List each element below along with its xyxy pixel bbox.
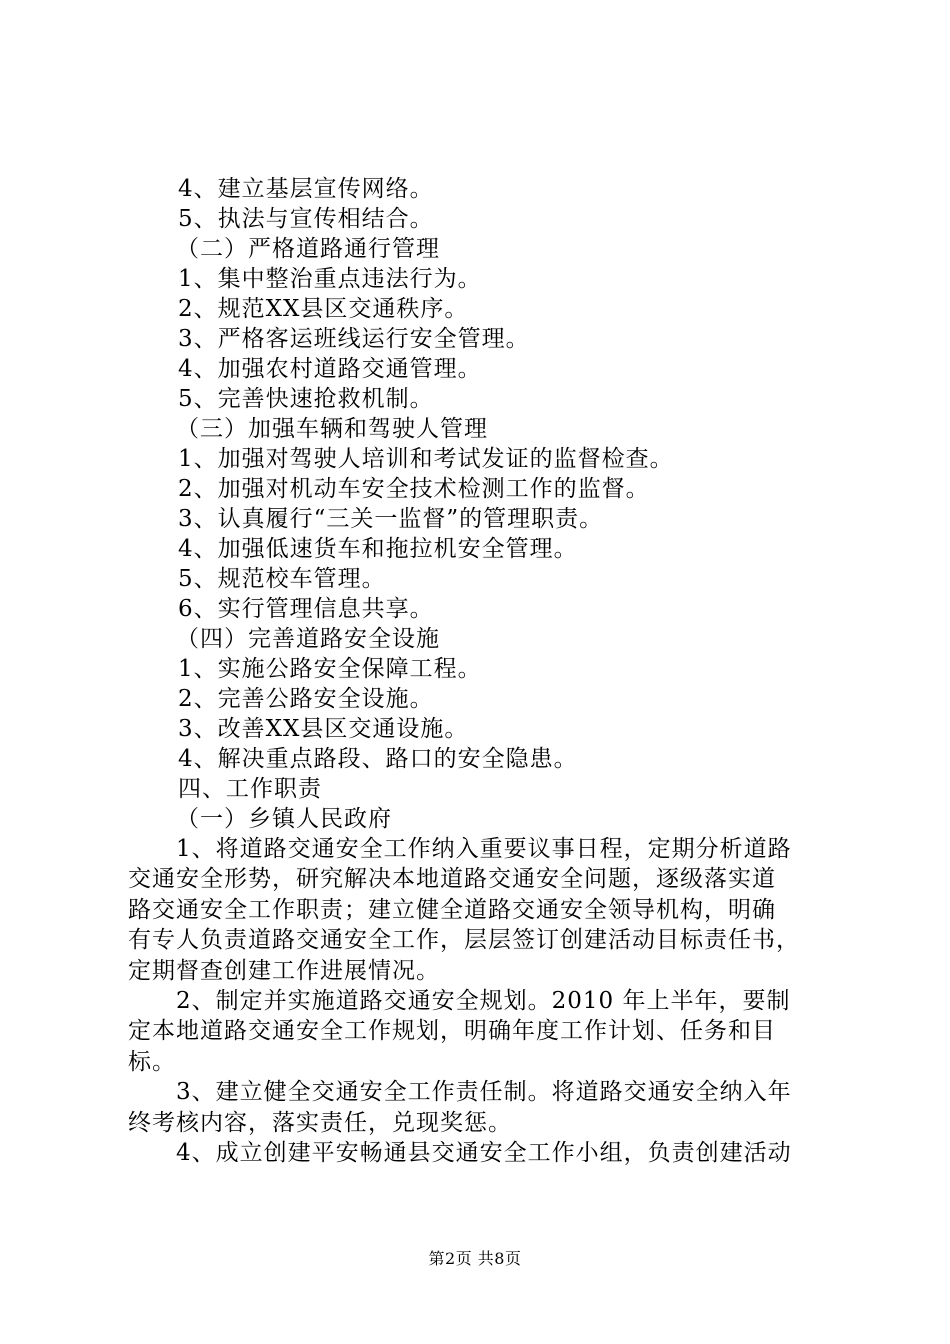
- list-item: 4、建立基层宣传网络。: [178, 176, 434, 202]
- subsection-heading: （三）加强车辆和驾驶人管理: [176, 416, 488, 442]
- list-item: 6、实行管理信息共享。: [178, 596, 434, 622]
- list-item: 3、改善XX县区交通设施。: [178, 716, 469, 742]
- list-item: 1、加强对驾驶人培训和考试发证的监督检查。: [178, 446, 674, 472]
- list-item: 5、执法与宣传相结合。: [178, 206, 434, 232]
- paragraph-line: 3、建立健全交通安全工作责任制。将道路交通安全纳入年: [176, 1079, 792, 1106]
- list-item: 1、集中整治重点违法行为。: [178, 266, 482, 292]
- paragraph-line: 终考核内容，落实责任，兑现奖惩。: [128, 1109, 512, 1136]
- list-item: 2、完善公路安全设施。: [178, 686, 434, 712]
- paragraph-line: 有专人负责道路交通安全工作，层层签订创建活动目标责任书，: [128, 927, 800, 954]
- paragraph: [128, 834, 834, 986]
- paragraph: [128, 1077, 834, 1138]
- list-item: 5、完善快速抢救机制。: [178, 386, 434, 412]
- section-heading: 四、工作职责: [178, 776, 322, 802]
- list-item: 5、规范校车管理。: [178, 566, 386, 592]
- list-item: 1、实施公路安全保障工程。: [178, 656, 482, 682]
- subsection-heading: （二）严格道路通行管理: [176, 236, 440, 262]
- paragraph-line: 4、成立创建平安畅通县交通安全工作小组，负责创建活动: [176, 1139, 792, 1166]
- paragraph: [128, 986, 834, 1077]
- list-item: 3、严格客运班线运行安全管理。: [178, 326, 530, 352]
- paragraph-line: 定期督查创建工作进展情况。: [128, 957, 440, 984]
- list-item: 4、解决重点路段、路口的安全隐患。: [178, 746, 578, 772]
- paragraph-line: 标。: [128, 1048, 176, 1075]
- paragraph-line: 路交通安全工作职责；建立健全道路交通安全领导机构，明确: [128, 896, 776, 923]
- list-item: 2、加强对机动车安全技术检测工作的监督。: [178, 476, 650, 502]
- list-item: 4、加强农村道路交通管理。: [178, 356, 482, 382]
- paragraph-line: 定本地道路交通安全工作规划，明确年度工作计划、任务和目: [128, 1018, 776, 1045]
- paragraph: [128, 1138, 834, 1168]
- page-footer: 第2页 共8页: [428, 1249, 522, 1268]
- list-item: 4、加强低速货车和拖拉机安全管理。: [178, 536, 578, 562]
- document-body: [128, 174, 834, 1168]
- paragraph-line: 1、将道路交通安全工作纳入重要议事日程，定期分析道路: [176, 836, 792, 862]
- list-item: 3、认真履行“三关一监督”的管理职责。: [178, 506, 604, 532]
- subsection-heading: （四）完善道路安全设施: [176, 626, 440, 652]
- list-item: 2、规范XX县区交通秩序。: [178, 296, 469, 322]
- paragraph-line: 交通安全形势，研究解决本地道路交通安全问题，逐级落实道: [128, 866, 776, 893]
- subsection-heading: （一）乡镇人民政府: [176, 806, 392, 832]
- paragraph-line: 2、制定并实施道路交通安全规划。2010 年上半年，要制: [176, 987, 791, 1014]
